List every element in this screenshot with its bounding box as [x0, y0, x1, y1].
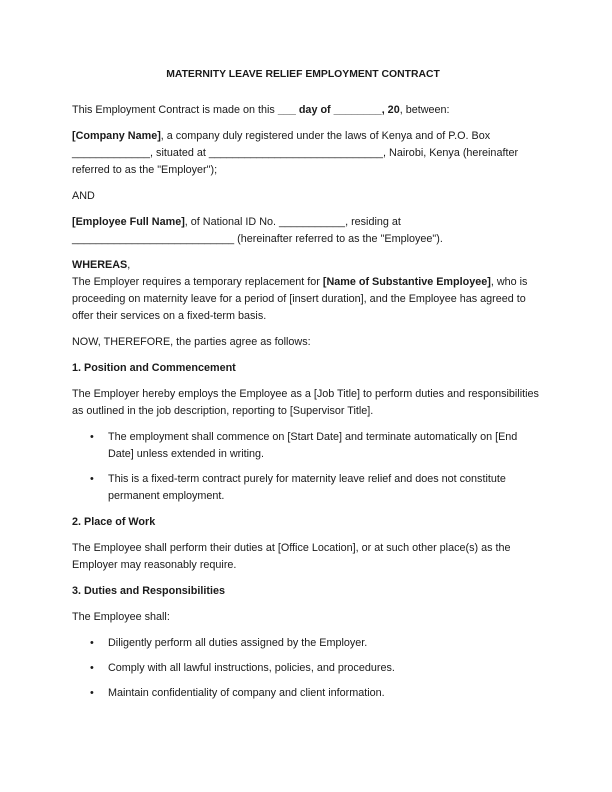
- list-item: • Diligently perform all duties assigned by the Employer.: [72, 635, 542, 652]
- list-item: • Maintain confidentiality of company and client information.: [72, 685, 542, 702]
- document-title: MATERNITY LEAVE RELIEF EMPLOYMENT CONTRACT: [166, 69, 440, 80]
- and-separator: AND: [72, 190, 95, 202]
- company-paragraph: [72, 128, 542, 179]
- whereas-post: , who is proceeding on maternity leave for a period of [insert duration], and the Employee has agreed to offer their services on a fixed-term basis.: [72, 276, 528, 322]
- substantive-employee: [Name of Substantive Employee]: [322, 276, 491, 288]
- now-therefore-paragraph: NOW, THEREFORE, the parties agree as follows:: [72, 336, 311, 348]
- document-body: [72, 66, 542, 711]
- intro-pre: This Employment Contract is made on this: [72, 104, 278, 116]
- company-name: [Company Name]: [72, 130, 161, 142]
- whereas-comma: ,: [127, 259, 131, 271]
- section-1-list: [72, 429, 542, 505]
- employee-name: [Employee Full Name]: [72, 216, 185, 228]
- employee-paragraph: [72, 214, 542, 248]
- intro-day-blank: ___ day of ________: [277, 104, 382, 116]
- list-item: • This is a fixed-term contract purely for maternity leave relief and does not constitute permanent employment.: [72, 471, 542, 505]
- section-3-body: The Employee shall:: [72, 611, 170, 623]
- list-item: • The employment shall commence on [Start Date] and terminate automatically on [End Date] unless extended in writing.: [72, 429, 542, 463]
- employee-text: , of National ID No. ___________, residing at ___________________________ (hereinafter referred to as the "Employee").: [72, 216, 443, 245]
- section-3-list: [72, 635, 542, 702]
- section-1-heading: 1. Position and Commencement: [72, 362, 236, 374]
- section-2-body: The Employee shall perform their duties at [Office Location], or at such other place(s) as the Employer may reasonably require.: [72, 542, 511, 571]
- whereas-paragraph: [72, 274, 542, 325]
- list-item: • Comply with all lawful instructions, policies, and procedures.: [72, 660, 542, 677]
- section-1-body: The Employer hereby employs the Employee as a [Job Title] to perform duties and responsibilities as outlined in the job description, reporting to [Supervisor Title].: [72, 388, 539, 417]
- whereas-heading: [72, 257, 542, 274]
- whereas-pre: The Employer requires a temporary replacement for: [72, 276, 323, 288]
- whereas-label: WHEREAS: [72, 259, 128, 271]
- intro-paragraph: [72, 102, 542, 119]
- intro-year: , 20: [381, 104, 400, 116]
- section-3-heading: 3. Duties and Responsibilities: [72, 585, 225, 597]
- section-2-heading: 2. Place of Work: [72, 516, 156, 528]
- intro-post: , between:: [399, 104, 450, 116]
- company-text: , a company duly registered under the laws of Kenya and of P.O. Box _____________, situated at _____________________________, Nairobi, Kenya (hereinafter referred to as the "Employer");: [72, 130, 519, 176]
